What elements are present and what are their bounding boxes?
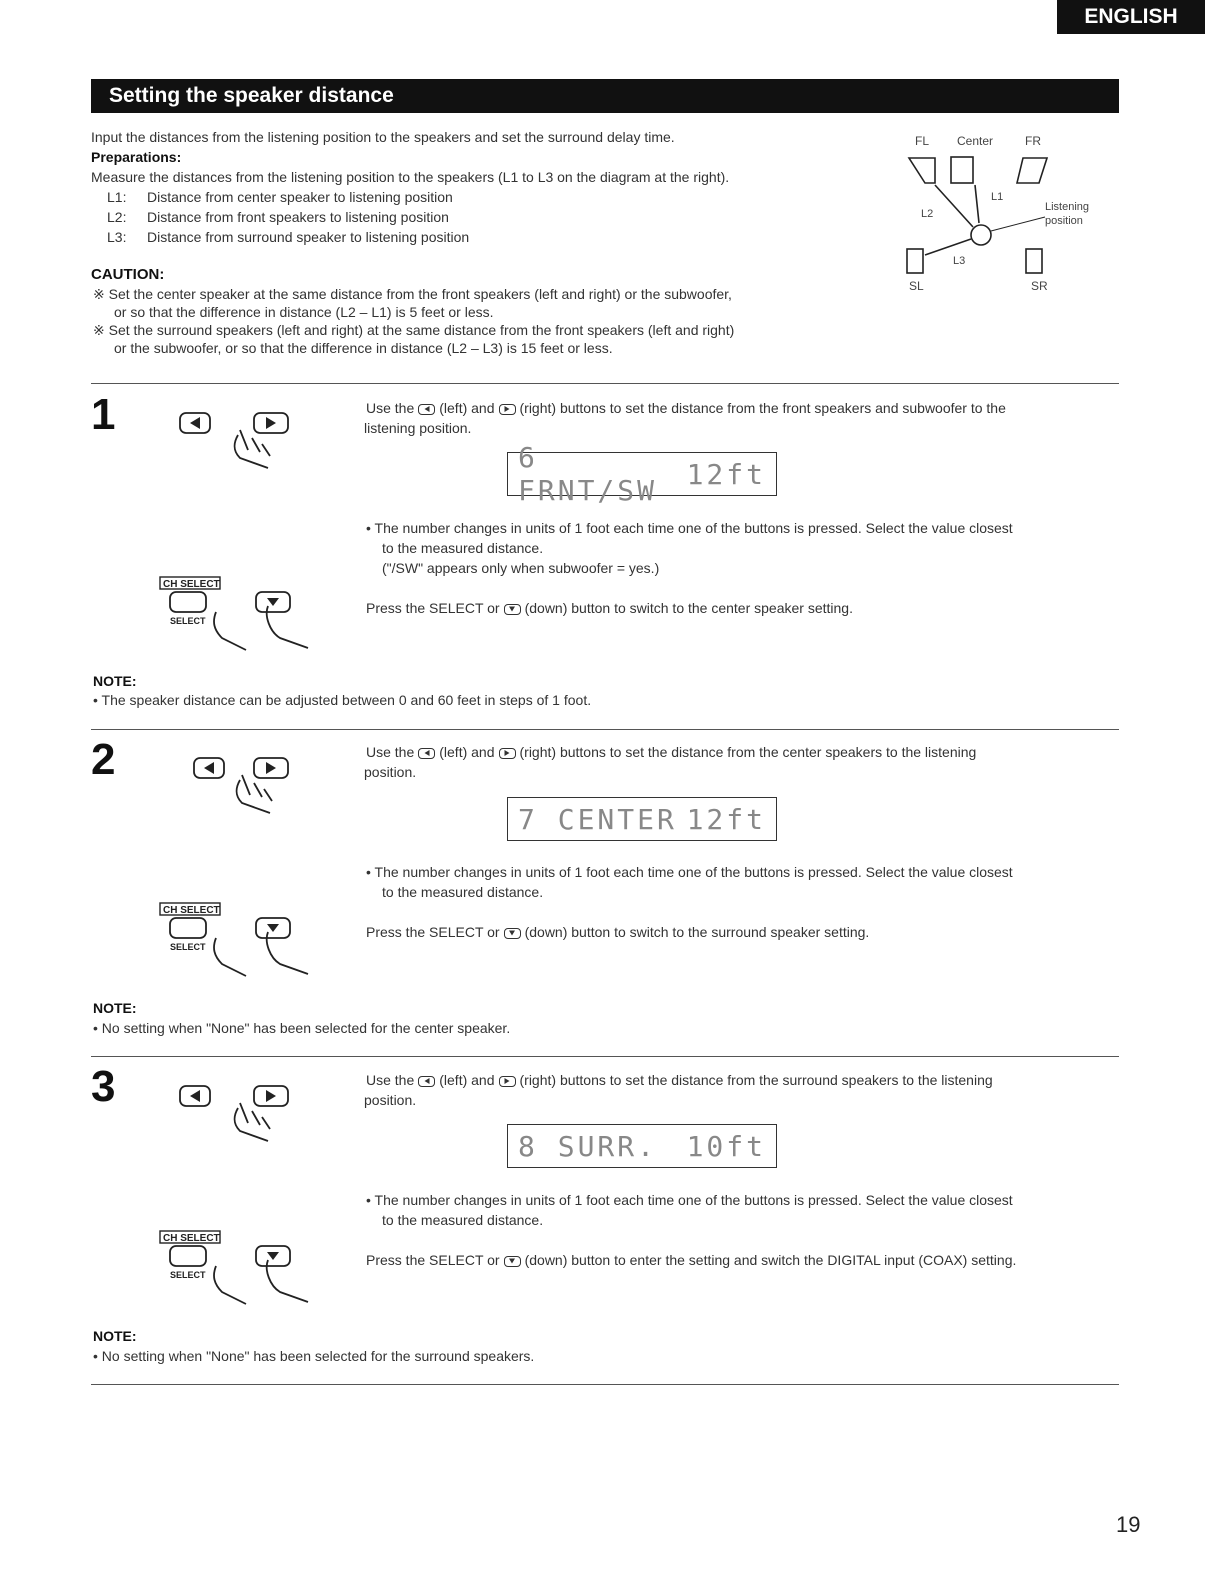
select-instruction [366,598,853,618]
caution-text: or so that the difference in distance (L2 – L1) is 5 feet or less. [114,304,494,320]
note-heading: NOTE: [93,673,137,689]
instruction-text: (left) and [439,400,495,416]
select-down-buttons-hand-icon [158,1230,328,1308]
divider [91,383,1119,384]
note-heading: NOTE: [93,1328,137,1344]
sr-speaker-icon [1026,249,1042,273]
instruction-text: (left) and [439,744,495,760]
right-button-icon [499,1076,516,1087]
select-instruction [366,922,869,942]
listener-icon [971,225,991,245]
lcd-display [507,441,777,507]
divider [91,1384,1119,1385]
page-number: 19 [1116,1512,1141,1537]
bullet-text: to the measured distance. [382,540,544,556]
caution-text: ※ Set the center speaker at the same distance from the front speakers (left and right) or the subwoofer, [93,286,732,302]
left-right-buttons-hand-icon [192,755,307,815]
fr-speaker-icon [1017,158,1047,183]
left-right-buttons-hand-icon [178,410,293,470]
caution-heading: CAUTION: [91,266,165,283]
down-button-icon [504,604,521,615]
caution-text: ※ Set the surround speakers (left and right) at the same distance from the front speakers (left and right) [93,322,735,338]
instruction-text: Use the [366,744,415,760]
sr-label: SR [1031,279,1048,293]
bullet-text: to the measured distance. [382,884,544,900]
left-button-icon [418,748,435,759]
distance-text: Distance from surround speaker to listening position [147,229,470,245]
distance-key: L3: [107,229,127,245]
lcd-label: 8 SURR. [518,1129,658,1163]
lcd-display [507,797,777,841]
select-label: SELECT [170,1270,206,1280]
lcd-label: 7 CENTER [518,802,677,836]
instruction-text: Use the [366,1072,415,1088]
left-button-icon [418,1076,435,1087]
instruction-text: Press the SELECT or [366,924,500,940]
select-down-buttons-hand-icon [158,576,328,654]
caution-text: or the subwoofer, or so that the difference in distance (L2 – L3) is 15 feet or less. [114,340,613,356]
instruction-line: listening position. [364,420,472,436]
fr-label: FR [1025,134,1041,148]
instruction-text: (right) buttons to set the distance from the front speakers and subwoofer to the [519,400,1006,416]
down-button-icon [504,1256,521,1267]
left-button-icon [418,404,435,415]
divider [91,729,1119,730]
down-button-icon [504,928,521,939]
speaker-layout-diagram [895,125,1115,300]
fl-label: FL [915,134,930,148]
distance-text: Distance from center speaker to listening position [147,189,453,205]
instruction-line [366,398,1006,418]
l1-arrow [975,185,979,223]
lcd-value: 12ft [686,457,766,491]
instruction-line [366,1070,993,1090]
ch-select-label: CH SELECT [163,579,220,590]
l3-label: L3 [953,255,966,267]
subwoofer-note: ("/SW" appears only when subwoofer = yes.) [382,560,660,576]
instruction-text: Press the SELECT or [366,1252,500,1268]
ch-select-label: CH SELECT [163,1233,220,1244]
lcd-display [507,1124,777,1168]
intro-line: Input the distances from the listening position to the speakers and set the surround delay time. [91,129,675,145]
language-tab [1057,0,1205,34]
instruction-line: position. [364,764,417,780]
right-button-icon [499,748,516,759]
section-title-bar [91,79,1119,113]
bullet-text: to the measured distance. [382,1212,544,1228]
bullet-text: • The number changes in units of 1 foot each time one of the buttons is pressed. Select the value closest [366,864,1013,880]
measure-text: Measure the distances from the listening position to the speakers (L1 to L3 on the diagram at the right). [91,169,730,185]
bullet-text: • The number changes in units of 1 foot each time one of the buttons is pressed. Select the value closest [366,520,1013,536]
position-label: position [1045,215,1083,227]
instruction-text: (down) button to enter the setting and switch the DIGITAL input (COAX) setting. [524,1252,1017,1268]
note-text: • No setting when "None" has been selected for the center speaker. [93,1020,511,1036]
instruction-text: Press the SELECT or [366,600,500,616]
section-title: Setting the speaker distance [109,84,394,107]
bullet-text: • The number changes in units of 1 foot each time one of the buttons is pressed. Select the value closest [366,1192,1013,1208]
right-button-icon [499,404,516,415]
note-text: • No setting when "None" has been selected for the surround speakers. [93,1348,535,1364]
lcd-value: 12ft [686,802,766,836]
instruction-text: Use the [366,400,415,416]
lcd-label: 6 FRNT/SW [518,441,658,507]
left-right-buttons-hand-icon [178,1083,293,1143]
select-label: SELECT [170,942,206,952]
instruction-text: (down) button to switch to the center speaker setting. [524,600,853,616]
listening-label: Listening [1045,201,1090,213]
lcd-value: 10ft [686,1129,766,1163]
instruction-line [366,742,976,762]
divider [91,1056,1119,1057]
sl-label: SL [909,279,924,293]
l1-label: L1 [991,191,1004,203]
language-label: ENGLISH [1084,5,1178,28]
select-down-buttons-hand-icon [158,902,328,980]
instruction-text: (left) and [439,1072,495,1088]
instruction-text: (right) buttons to set the distance from the surround speakers to the listening [519,1072,993,1088]
note-text: • The speaker distance can be adjusted between 0 and 60 feet in steps of 1 foot. [93,692,592,708]
sl-speaker-icon [907,249,923,273]
ch-select-label: CH SELECT [163,905,220,916]
instruction-text: (down) button to switch to the surround speaker setting. [524,924,870,940]
distance-text: Distance from front speakers to listening position [147,209,449,225]
instruction-line: position. [364,1092,417,1108]
center-label: Center [957,134,994,148]
step-number: 3 [91,1062,116,1111]
instruction-text: (right) buttons to set the distance from the center speakers to the listening [519,744,977,760]
select-label: SELECT [170,616,206,626]
distance-key: L1: [107,189,127,205]
l2-label: L2 [921,208,934,220]
l2-arrow [935,185,973,227]
listening-pointer [991,217,1045,231]
distance-key: L2: [107,209,127,225]
note-heading: NOTE: [93,1000,137,1016]
l3-arrow [925,239,971,255]
preparations-heading: Preparations: [91,149,182,165]
center-speaker-icon [951,157,973,183]
select-instruction [366,1250,1016,1270]
step-number: 1 [91,390,116,439]
fl-speaker-icon [909,158,935,183]
step-number: 2 [91,735,116,784]
